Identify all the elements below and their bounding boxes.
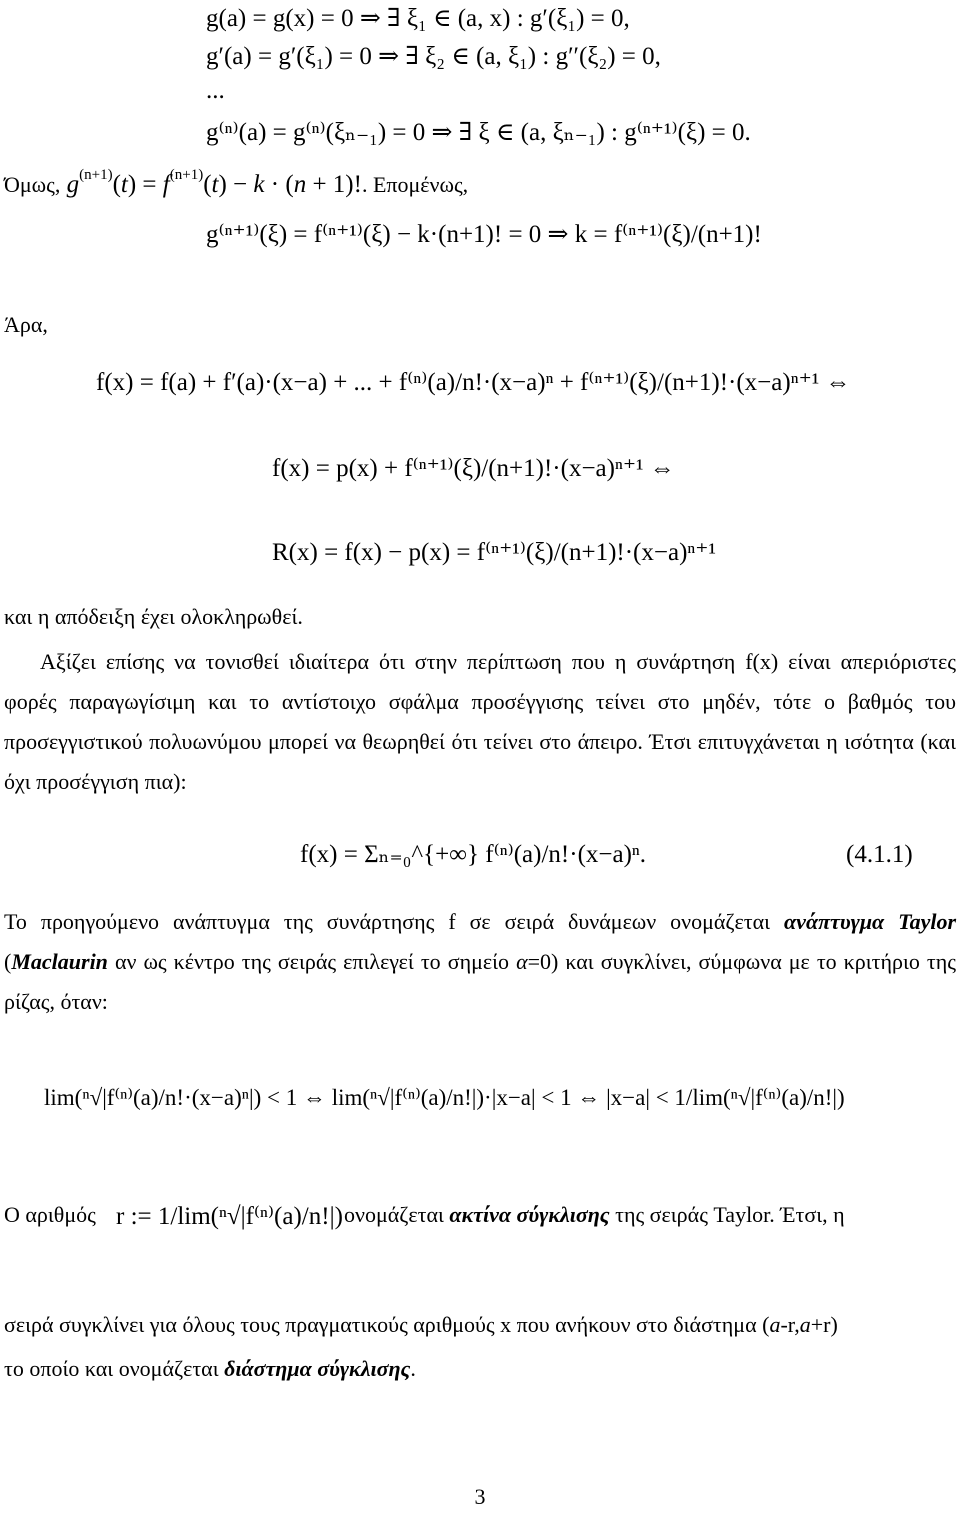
- p5-period: .: [410, 1356, 416, 1381]
- equation-5-text: g⁽ⁿ⁺¹⁾(ξ) = f⁽ⁿ⁺¹⁾(ξ) − k·(n+1)! = 0 ⇒ k = f⁽ⁿ⁺¹⁾(ξ)/(n+1)!: [206, 221, 762, 248]
- p4-line: [4, 1306, 838, 1344]
- equation-ellipsis: [206, 78, 225, 103]
- equation-10-text: lim(ⁿ√|f⁽ⁿ⁾(a)/n!·(x−a)ⁿ|) < 1 ⇔ lim(ⁿ√|f⁽ⁿ⁾(a)/n!|)·|x−a| < 1 ⇔ |x−a| < 1/lim(ⁿ√|f⁽ⁿ⁾(a)/n!|): [44, 1085, 845, 1110]
- paragraph-1-text: Αξίζει επίσης να τονισθεί ιδιαίτερα ότι στην περίπτωση που η συνάρτηση f(x) είναι απεριόριστες φορές παραγωγίσιμη και το αντίστοιχο σφάλμα προσέγγισης τείνει στο μηδέν, τότε ο βαθμός του προσεγγιστικού πολυωνύμου μπορεί να θεωρηθεί ότι τείνει στο άπειρο. Έτσι επιτυγχάνεται η ισότητα (και όχι προσέγγιση πια):: [4, 649, 956, 794]
- paragraph-taylor-infinite: [4, 642, 956, 802]
- equation-9: [300, 842, 646, 867]
- equation-9-text: f(x) = Σₙ₌₀^{+∞} f⁽ⁿ⁾(a)/n!·(x−a)ⁿ.: [300, 841, 647, 868]
- equation-11: [116, 1204, 343, 1229]
- proof-done-text: και η απόδειξη έχει ολοκληρωθεί.: [4, 604, 303, 629]
- p4-a1: a: [769, 1312, 781, 1337]
- equation-2: [206, 44, 661, 69]
- ellipsis-text: ...: [206, 77, 225, 104]
- equation-7: [272, 456, 675, 481]
- equation-6-text: f(x) = f(a) + f′(a)·(x−a) + ... + f⁽ⁿ⁾(a)/n!·(x−a)ⁿ + f⁽ⁿ⁺¹⁾(ξ)/(n+1)!·(x−a)ⁿ⁺¹ ⇔: [96, 369, 851, 396]
- p5-line: [4, 1350, 416, 1388]
- equation-1: [206, 6, 630, 31]
- p2-text-g: =0) και συγκλίνει, σύμφωνα με το κριτήριο της ρίζας, όταν:: [4, 949, 956, 1014]
- equation-5: [206, 222, 762, 247]
- p2-term-taylor: ανάπτυγμα Taylor: [784, 909, 957, 934]
- equation-7-text: f(x) = p(x) + f⁽ⁿ⁺¹⁾(ξ)/(n+1)!·(x−a)ⁿ⁺¹ ⇔: [272, 455, 675, 482]
- p4-a2: a: [799, 1312, 811, 1337]
- p2-text-a: Το προηγούμενο ανάπτυγμα της συνάρτησης f σε σειρά δυνάμεων ονομάζεται: [4, 909, 771, 934]
- p3-term-radius: ακτίνα σύγκλισης: [449, 1202, 610, 1227]
- equation-4-text: g⁽ⁿ⁾(a) = g⁽ⁿ⁾(ξₙ₋₁) = 0 ⇒ ∃ ξ ∈ (a, ξₙ₋₁) : g⁽ⁿ⁺¹⁾(ξ) = 0.: [206, 119, 751, 146]
- p3-prefix: Ο αριθμός: [4, 1202, 96, 1227]
- p2-term-maclaurin: Maclaurin: [11, 949, 108, 974]
- equation-2-text: g′(a) = g′(ξ₁) = 0 ⇒ ∃ ξ₂ ∈ (a, ξ₁) : g′′(ξ₂) = 0,: [206, 43, 661, 70]
- p4-text-a: σειρά συγκλίνει για όλους τους πραγματικούς αριθμούς x που ανήκουν στο διάστημα (: [4, 1312, 770, 1337]
- paragraph-taylor-expansion: [4, 902, 956, 1022]
- p3-rest: [344, 1196, 956, 1234]
- p2-text-e: αν ως κέντρο της σειράς επιλεγεί το σημείο: [114, 949, 510, 974]
- p2-alpha: α: [516, 949, 528, 974]
- equation-10: [44, 1082, 944, 1114]
- equation-8: [272, 540, 716, 565]
- ara-label: Άρα,: [4, 312, 48, 337]
- equation-1-text: g(a) = g(x) = 0 ⇒ ∃ ξ₁ ∈ (a, x) : g′(ξ₁) = 0,: [206, 5, 630, 32]
- page-number: 3: [474, 1484, 486, 1509]
- omos-prefix: Όμως,: [4, 172, 61, 197]
- equation-8-text: R(x) = f(x) − p(x) = f⁽ⁿ⁺¹⁾(ξ)/(n+1)!·(x−a)ⁿ⁺¹: [272, 539, 716, 566]
- p4-text-e: +r): [810, 1312, 838, 1337]
- omos-line: Όμως, $g^{(n+1)}(t) = f^{(n+1)}(t) - k \cdot (n + 1)$!. Επομένως,: [4, 167, 469, 198]
- p5-term-interval: διάστημα σύγκλισης: [224, 1356, 411, 1381]
- equation-4: [206, 120, 751, 145]
- equation-11-text: r := 1/lim(ⁿ√|f⁽ⁿ⁾(a)/n!|): [116, 1203, 343, 1230]
- equation-6: [96, 370, 851, 395]
- equation-label-4-1-1: (4.1.1): [846, 841, 913, 868]
- p3-text-b: ονομάζεται: [344, 1202, 444, 1227]
- p5-text-a: το οποίο και ονομάζεται: [4, 1356, 219, 1381]
- p3-text-d: της σειράς Taylor. Έτσι, η: [615, 1202, 845, 1227]
- omos-suffix: . Επομένως,: [361, 172, 469, 197]
- p4-text-c: -r,: [780, 1312, 800, 1337]
- p2-paren: (: [4, 949, 12, 974]
